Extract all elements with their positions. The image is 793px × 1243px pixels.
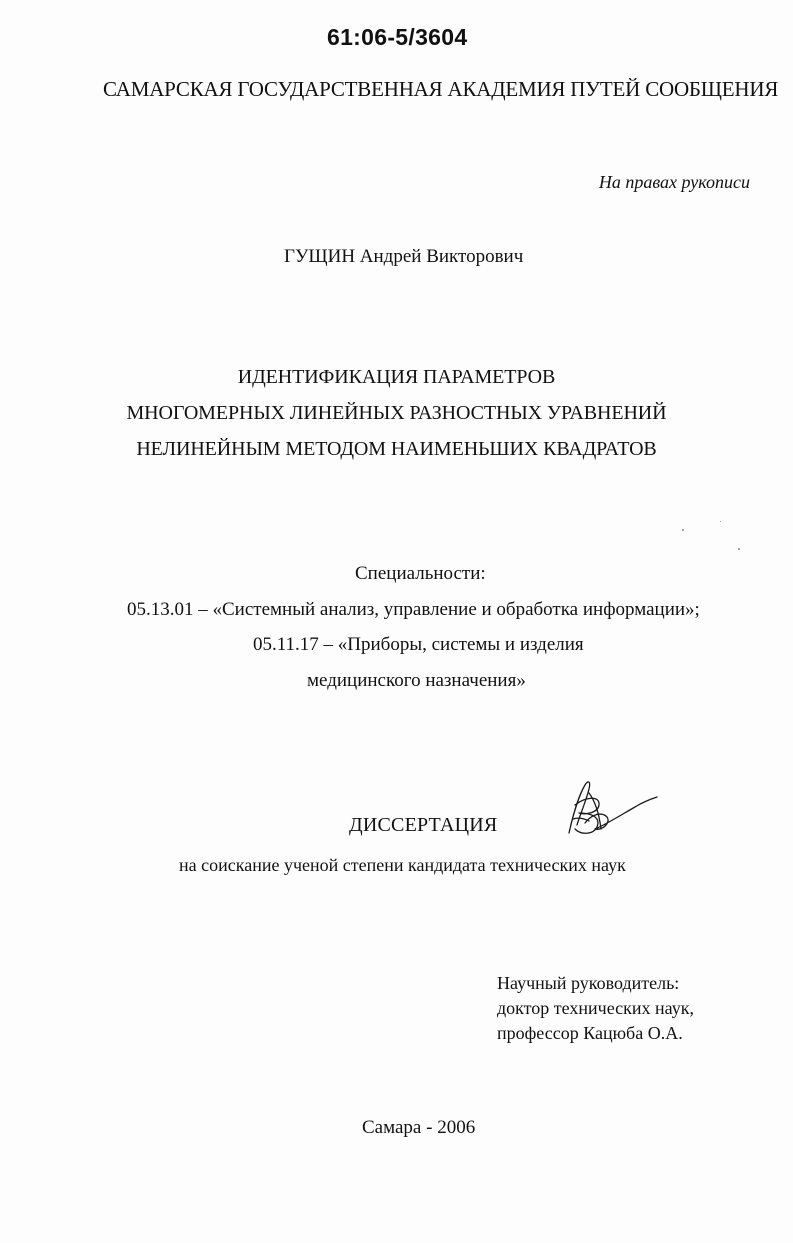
supervisor-degree: доктор технических наук,: [497, 998, 694, 1018]
supervisor-name: профессор Кацюба О.А.: [497, 1023, 683, 1043]
title-line-2: МНОГОМЕРНЫХ ЛИНЕЙНЫХ РАЗНОСТНЫХ УРАВНЕНИЙ: [126, 402, 667, 424]
supervisor-label: Научный руководитель:: [497, 973, 680, 993]
institution-name: САМАРСКАЯ ГОСУДАРСТВЕННАЯ АКАДЕМИЯ ПУТЕЙ СООБЩЕНИЯ: [103, 77, 779, 101]
author-name: ГУЩИН Андрей Викторович: [284, 246, 524, 267]
scan-speck: [738, 548, 740, 550]
city-year: Самара - 2006: [362, 1117, 476, 1138]
specialty-line-2: 05.11.17 – «Приборы, системы и изделия: [253, 634, 584, 655]
specialties-heading: Специальности:: [355, 563, 486, 584]
document-type: ДИССЕРТАЦИЯ: [349, 814, 498, 836]
archive-number: 61:06-5/3604: [327, 24, 468, 50]
degree-statement: на соискание ученой степени кандидата технических наук: [179, 855, 626, 875]
signature-icon: [555, 775, 660, 845]
specialty-line-3: медицинского назначения»: [307, 670, 526, 691]
specialty-line-1: 05.13.01 – «Системный анализ, управление и обработка информации»;: [127, 599, 700, 620]
scan-speck: [682, 529, 684, 531]
title-line-1: ИДЕНТИФИКАЦИЯ ПАРАМЕТРОВ: [237, 366, 556, 388]
title-line-3: НЕЛИНЕЙНЫМ МЕТОДОМ НАИМЕНЬШИХ КВАДРАТОВ: [136, 438, 657, 460]
scan-speck: [720, 521, 721, 522]
manuscript-note: На правах рукописи: [598, 172, 750, 192]
